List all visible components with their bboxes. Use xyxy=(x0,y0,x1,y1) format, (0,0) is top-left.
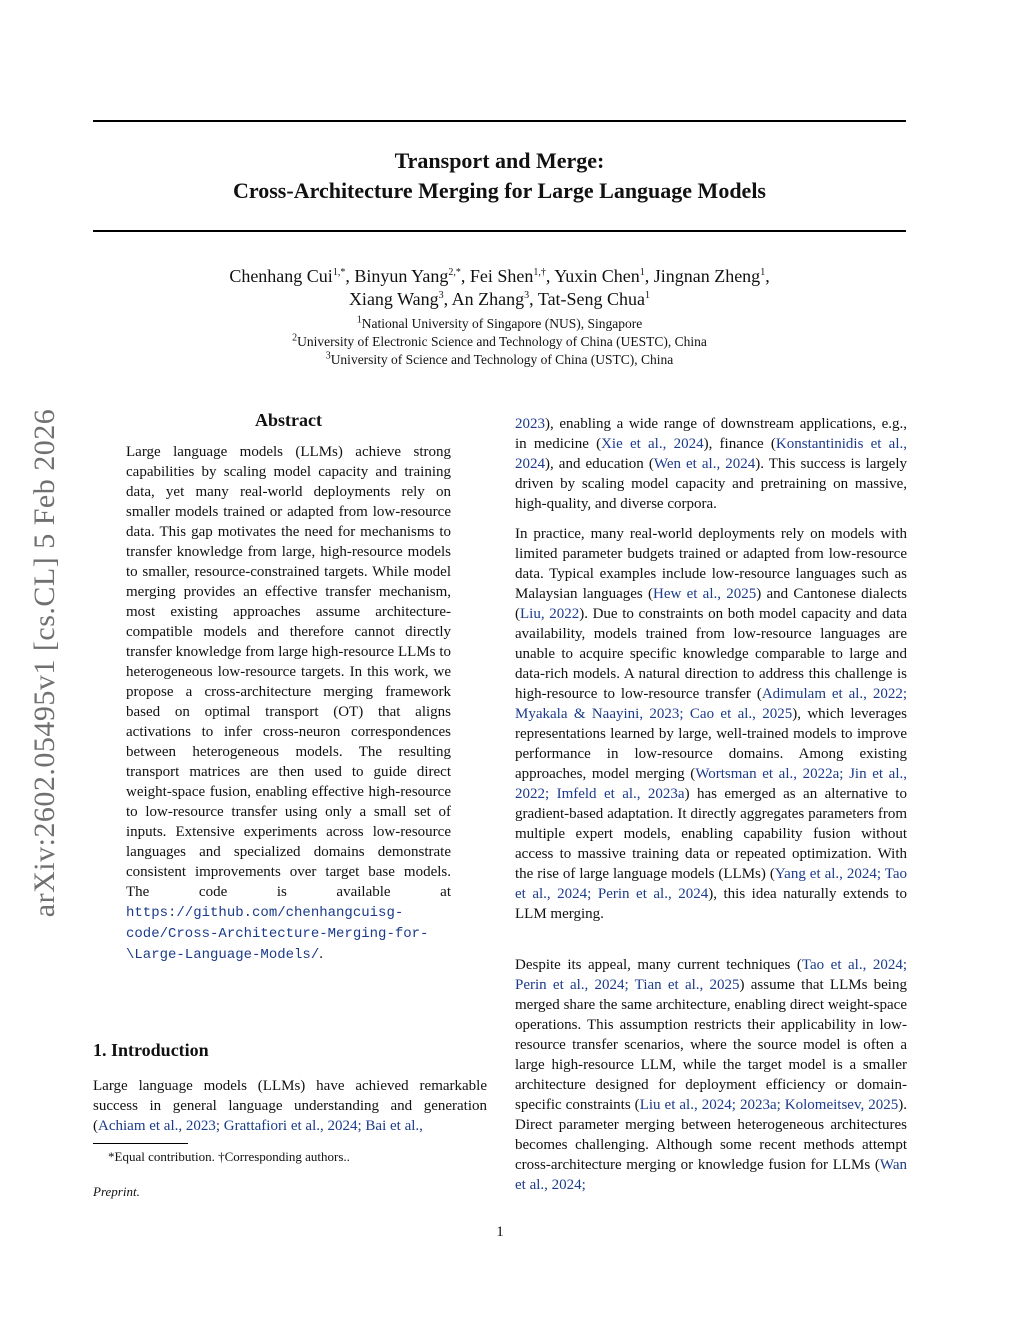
intro-citation[interactable]: Achiam et al., 2023; Grattafiori et al., 2024; Bai et al., xyxy=(98,1118,423,1134)
author-line-1: Chenhang Cui$^{1,*}$, Binyun Yang$^{2,*}$, Fei Shen$^{1,\dagger}$, Yuxin Chen$^1$, Jingnan Zheng$^1$, xyxy=(229,266,770,286)
author-name: Xiang Wang xyxy=(348,289,439,309)
affiliation-text: National University of Singapore (NUS), Singapore xyxy=(361,316,643,331)
citation-link[interactable]: Hew et al., 2025 xyxy=(652,586,757,602)
author-line-2: Xiang Wang$^3$, An Zhang$^3$, Tat-Seng Chua$^1$ xyxy=(348,289,651,309)
page-number: 1 xyxy=(496,1224,504,1240)
body-text: ) and Cantonese dialects ( xyxy=(515,586,907,622)
author-name: Yuxin Chen xyxy=(554,266,640,286)
affiliation-text: University of Science and Technology of China (USTC), China xyxy=(330,352,674,367)
affiliation xyxy=(93,315,906,333)
author-affil-marker: 1 xyxy=(760,267,766,278)
abstract-text: Large language models (LLMs) achieve strong capabilities by scaling model capacity and training data, yet many real-world deployments rely on smaller models trained or adapted from low-resource data. This gap motivates the need for mechanisms to transfer knowledge from large, high-resource models to smaller, resource-constrained targets. While model merging provides an effective transfer mechanism, most existing approaches assume architecture-compatible models and therefore cannot directly transfer knowledge from large high-resource LLMs to heterogeneous low-resource targets. In this work, we propose a cross-architecture merging framework based on optimal transport (OT) that aligns activations to infer cross-neuron correspondences between heterogeneous models. The resulting transport matrices are then used to guide direct weight-space fusion, enabling effective high-resource to low-resource transfer using only a small set of inputs. Extensive experiments across low-resource languages and specialized domains demonstrate consistent improvements over target base models. The code is available at xyxy=(126,444,451,900)
author-affil-marker: 1,* xyxy=(332,267,346,278)
paper-title xyxy=(93,146,906,206)
body-text: ), and education ( xyxy=(545,456,654,472)
affiliation xyxy=(93,333,906,351)
body-text: ). This success is largely driven by scaling model capacity and pretraining on massive, high-quality, and diverse corpora. xyxy=(515,456,907,512)
citation-link[interactable]: Yang et al., 2024; Tao et al., 2024; Perin et al., 2024 xyxy=(515,866,907,902)
body-text: ), this idea naturally extends to LLM merging. xyxy=(515,886,907,922)
footnote-rule xyxy=(93,1143,188,1144)
affiliation-marker: 2 xyxy=(292,332,298,344)
citation-link[interactable]: Tao et al., 2024; Perin et al., 2024; Tian et al., 2025 xyxy=(515,957,907,993)
right-paragraph-1 xyxy=(515,414,907,514)
body-text: In practice, many real-world deployments rely on models with limited parameter budgets trained or adapted from low-resource data. Typical examples include low-resource languages such as Malaysian languages ( xyxy=(515,526,907,602)
body-text: ) has emerged as an alternative to gradient-based adaptation. It directly aggregates parameters from multiple expert models, enabling capability fusion without access to massive training data or repeated optimization. With the rise of large language models (LLMs) ( xyxy=(515,786,907,882)
abstract-heading: Abstract xyxy=(255,410,322,430)
author-affil-marker: 2,* xyxy=(448,267,461,278)
affiliation-text: University of Electronic Science and Technology of China (UESTC), China xyxy=(297,334,707,349)
citation-link[interactable]: Adimulam et al., 2022; Myakala & Naayini, 2023; Cao et al., 2025 xyxy=(515,686,907,722)
intro-paragraph xyxy=(93,1076,487,1136)
author-name: Fei Shen xyxy=(469,266,534,286)
author-affil-marker: 1 xyxy=(645,290,651,301)
author-name: An Zhang xyxy=(451,289,525,309)
author-name: Binyun Yang xyxy=(354,266,449,286)
abstract-end: . xyxy=(319,946,323,962)
body-text: ). Due to constraints on both model capacity and data availability, models trained from low-resource languages are unable to acquire specific knowledge comparable to large and data-rich models. A natural direction to address this challenge is high-resource to low-resource transfer ( xyxy=(515,606,907,702)
citation-link[interactable]: 2023 xyxy=(515,416,545,432)
top-rule xyxy=(93,120,906,122)
body-text: ), finance ( xyxy=(703,436,776,452)
author-affil-marker: 3 xyxy=(524,290,530,301)
author-list xyxy=(93,265,906,311)
affiliation-marker: 3 xyxy=(325,350,331,362)
footnote: *Equal contribution. †Corresponding authors.. xyxy=(108,1149,350,1164)
body-text: ). Direct parameter merging between heterogeneous architectures becomes challenging. Although some recent methods attempt cross-architecture merging or knowledge fusion for LLMs ( xyxy=(515,1097,908,1173)
citation-link[interactable]: Wen et al., 2024 xyxy=(653,456,756,472)
bottom-title-rule xyxy=(93,230,906,232)
body-text: Despite its appeal, many current techniques ( xyxy=(515,957,802,973)
affiliation xyxy=(93,351,906,369)
right-paragraph-3 xyxy=(515,955,907,1195)
author-affil-marker: 3 xyxy=(438,290,444,301)
title-line-2: Cross-Architecture Merging for Large Language Models xyxy=(232,178,766,203)
author-name: Jingnan Zheng xyxy=(653,266,761,286)
affiliation-marker: 1 xyxy=(356,314,362,326)
author-affil-marker: 1,† xyxy=(533,267,546,278)
citation-link[interactable]: Wan et al., 2024; xyxy=(515,1157,907,1193)
citation-link[interactable]: Xie et al., 2024 xyxy=(601,436,704,452)
author-name: Chenhang Cui xyxy=(229,266,333,286)
body-text: ), which leverages representations learned by large, well-trained models to improve performance in low-resource domains. Among existing approaches, model merging ( xyxy=(515,706,907,782)
code-url-link[interactable]: https://github.com/chenhangcuisg-code/Cross-Architecture-Merging-for-\Large-Language-Models/ xyxy=(126,905,429,963)
body-text: ) assume that LLMs being merged share the same architecture, enabling direct weight-space operations. This assumption restricts their applicability in low-resource transfer scenarios, where the source model is often a large high-resource LLM, while the target model is a smaller architecture designed for deployment efficiency or domain-specific constraints ( xyxy=(515,977,907,1113)
title-line-1: Transport and Merge: xyxy=(394,148,605,173)
citation-link[interactable]: Liu, 2022 xyxy=(520,606,580,622)
citation-link[interactable]: Konstantinidis et al., 2024 xyxy=(515,436,908,472)
right-paragraph-2 xyxy=(515,524,907,924)
intro-text: Large language models (LLMs) have achieved remarkable success in general language understanding and generation ( xyxy=(93,1078,487,1134)
section-heading-introduction: 1. Introduction xyxy=(93,1040,209,1060)
citation-link[interactable]: Wortsman et al., 2022a; Jin et al., 2022; Imfeld et al., 2023a xyxy=(515,766,907,802)
body-text: ), enabling a wide range of downstream applications, e.g., in medicine ( xyxy=(515,416,907,452)
arxiv-sidebar xyxy=(20,380,70,945)
author-name: Tat-Seng Chua xyxy=(537,289,646,309)
preprint-label: Preprint. xyxy=(93,1184,140,1199)
author-affil-marker: 1 xyxy=(639,267,645,278)
abstract-body xyxy=(126,442,451,965)
citation-link[interactable]: Liu et al., 2024; 2023a; Kolomeitsev, 2025 xyxy=(639,1097,899,1113)
arxiv-identifier: arXiv:2602.05495v1 [cs.CL] 5 Feb 2026 xyxy=(28,408,61,917)
affiliation-list xyxy=(93,315,906,369)
